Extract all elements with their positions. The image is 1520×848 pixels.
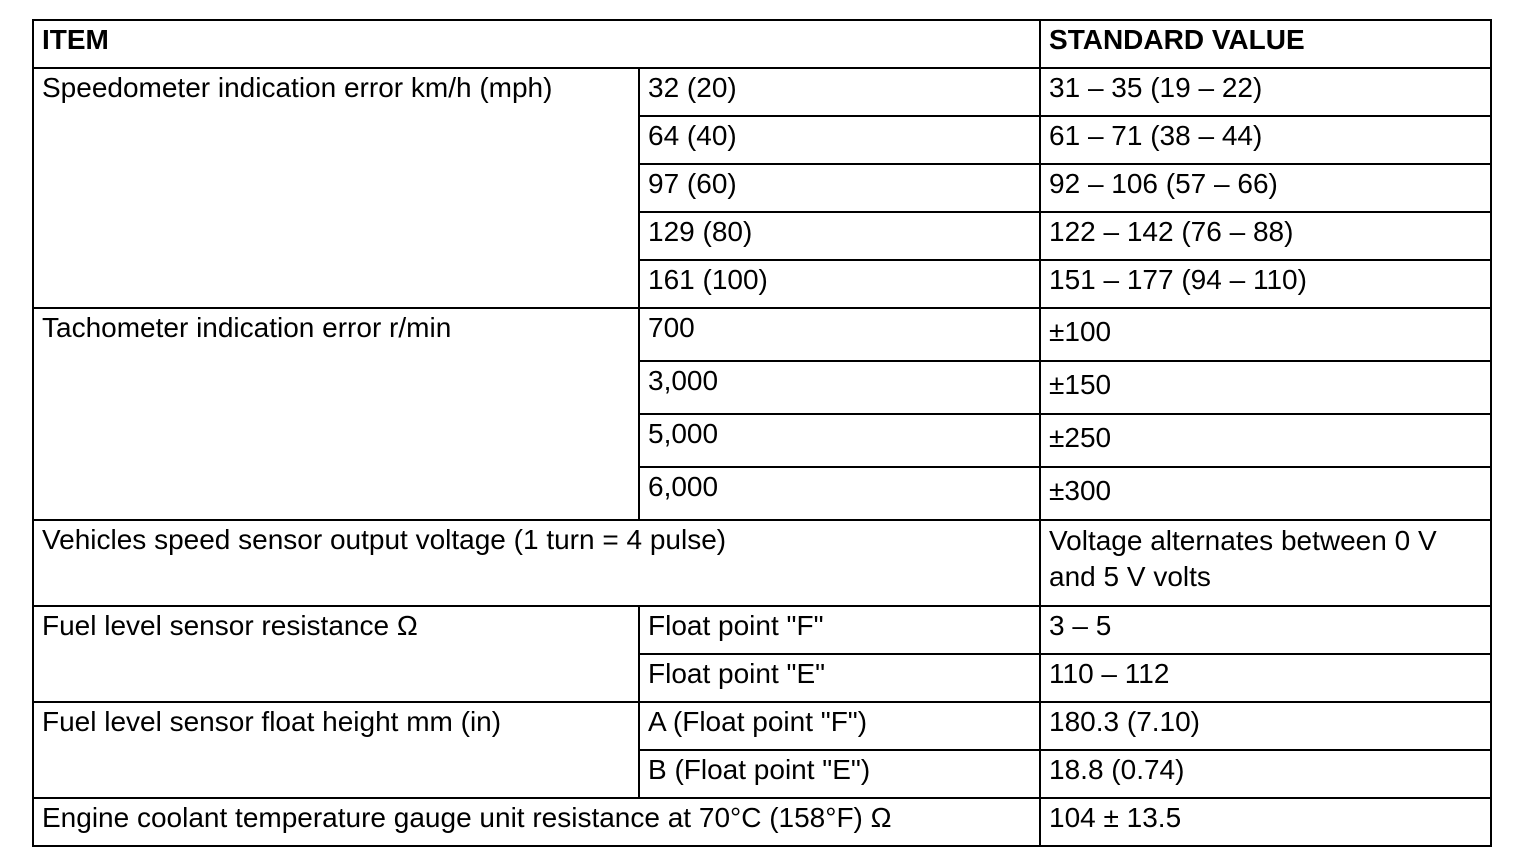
header-standard-value: STANDARD VALUE xyxy=(1040,20,1491,68)
speedometer-value: 151 – 177 (94 – 110) xyxy=(1040,260,1491,308)
speedometer-condition: 32 (20) xyxy=(639,68,1040,116)
specification-table xyxy=(32,19,1492,847)
fuel-float-value: 18.8 (0.74) xyxy=(1040,750,1491,798)
fuel-float-condition: B (Float point "E") xyxy=(639,750,1040,798)
fuel-float-condition: A (Float point "F") xyxy=(639,702,1040,750)
fuel-resistance-condition: Float point "F" xyxy=(639,606,1040,654)
header-item: ITEM xyxy=(33,20,1040,68)
tachometer-value: ±150 xyxy=(1040,361,1491,414)
speedometer-value: 61 – 71 (38 – 44) xyxy=(1040,116,1491,164)
tachometer-condition: 3,000 xyxy=(639,361,1040,414)
table-row xyxy=(33,798,1491,846)
vss-item-label: Vehicles speed sensor output voltage (1 turn = 4 pulse) xyxy=(33,520,1040,606)
table-row xyxy=(33,68,1491,116)
header-row xyxy=(33,20,1491,68)
fuel-resistance-value: 3 – 5 xyxy=(1040,606,1491,654)
vss-value: Voltage alternates between 0 V and 5 V volts xyxy=(1040,520,1491,606)
tachometer-value: ±100 xyxy=(1040,308,1491,361)
tachometer-condition: 700 xyxy=(639,308,1040,361)
tachometer-value: ±250 xyxy=(1040,414,1491,467)
table-row xyxy=(33,308,1491,361)
fuel-float-item-label: Fuel level sensor float height mm (in) xyxy=(33,702,639,798)
tachometer-item-label: Tachometer indication error r/min xyxy=(33,308,639,520)
speedometer-condition: 129 (80) xyxy=(639,212,1040,260)
speedometer-item-label: Speedometer indication error km/h (mph) xyxy=(33,68,639,308)
tachometer-condition: 6,000 xyxy=(639,467,1040,520)
speedometer-condition: 64 (40) xyxy=(639,116,1040,164)
table-row xyxy=(33,702,1491,750)
speedometer-value: 122 – 142 (76 – 88) xyxy=(1040,212,1491,260)
tachometer-condition: 5,000 xyxy=(639,414,1040,467)
coolant-value: 104 ± 13.5 xyxy=(1040,798,1491,846)
table-row xyxy=(33,520,1491,606)
speedometer-value: 92 – 106 (57 – 66) xyxy=(1040,164,1491,212)
table-row xyxy=(33,606,1491,654)
speedometer-value: 31 – 35 (19 – 22) xyxy=(1040,68,1491,116)
speedometer-condition: 97 (60) xyxy=(639,164,1040,212)
speedometer-condition: 161 (100) xyxy=(639,260,1040,308)
tachometer-value: ±300 xyxy=(1040,467,1491,520)
fuel-resistance-item-label: Fuel level sensor resistance Ω xyxy=(33,606,639,702)
fuel-resistance-condition: Float point "E" xyxy=(639,654,1040,702)
fuel-float-value: 180.3 (7.10) xyxy=(1040,702,1491,750)
coolant-item-label: Engine coolant temperature gauge unit resistance at 70°C (158°F) Ω xyxy=(33,798,1040,846)
fuel-resistance-value: 110 – 112 xyxy=(1040,654,1491,702)
